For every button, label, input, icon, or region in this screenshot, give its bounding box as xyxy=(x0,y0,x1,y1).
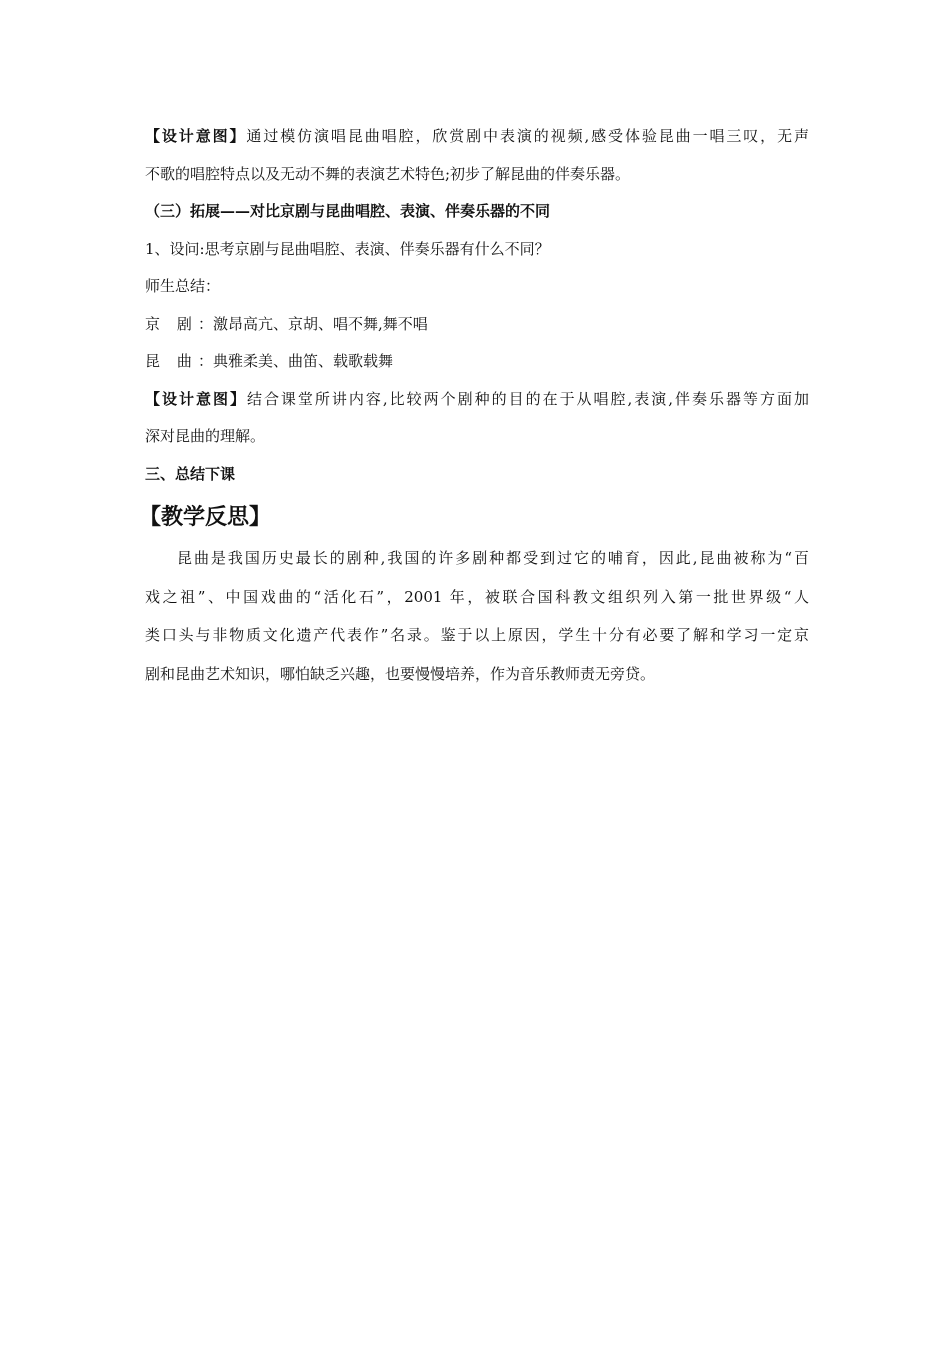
comparison-key-char-2: 剧： xyxy=(176,314,213,333)
reflection-line: 类口头与非物质文化遗产代表作”名录。鉴于以上原因，学生十分有必要了解和学习一定京 xyxy=(145,626,809,644)
design-intent-2-line-1 xyxy=(145,381,809,419)
comparison-value: 激昂高亢、京胡、唱不舞,舞不唱 xyxy=(213,314,428,333)
comparison-value: 典雅柔美、曲笛、载歌载舞 xyxy=(213,352,394,370)
design-intent-2-text-1: 结合课堂所讲内容,比较两个剧种的目的在于从唱腔,表演,伴奏乐器等方面加 xyxy=(246,389,809,408)
reflection-line: 戏之祖”、中国戏曲的“活化石”，2001 年，被联合国科教文组织列入第一批世界级“人 xyxy=(145,587,809,606)
section-3-title: （三）拓展——对比京剧与昆曲唱腔、表演、伴奏乐器的不同 xyxy=(145,202,551,220)
comparison-key-char-1: 昆 xyxy=(145,352,167,370)
reflection-heading: 【教学反思】 xyxy=(139,504,272,530)
summary-label: 师生总结： xyxy=(145,277,221,295)
reflection-line: 剧和昆曲艺术知识，哪怕缺乏兴趣，也要慢慢培养，作为音乐教师责无旁贷。 xyxy=(145,664,656,683)
question-text: 1、设问:思考京剧与昆曲唱腔、表演、伴奏乐器有什么不同？ xyxy=(145,239,550,258)
comparison-row-jingju xyxy=(145,306,809,344)
design-intent-1-line-1 xyxy=(145,118,809,156)
design-intent-2-label: 【设计意图】 xyxy=(145,389,247,408)
design-intent-1-label: 【设计意图】 xyxy=(145,127,247,145)
comparison-key xyxy=(145,306,213,344)
reflection-paragraph xyxy=(145,539,809,693)
design-intent-2-line-2: 深对昆曲的理解。 xyxy=(145,427,266,445)
closing-heading: 三、总结下课 xyxy=(145,464,236,483)
comparison-key-char-2: 曲： xyxy=(176,352,213,370)
document-body xyxy=(139,118,809,693)
comparison-row-kunqu xyxy=(145,343,809,381)
design-intent-1-line-2: 不歌的唱腔特点以及无动不舞的表演艺术特色;初步了解昆曲的伴奏乐器。 xyxy=(145,164,631,183)
design-intent-1-text-1: 通过模仿演唱昆曲唱腔，欣赏剧中表演的视频,感受体验昆曲一唱三叹，无声 xyxy=(246,127,809,145)
reflection-line: 昆曲是我国历史最长的剧种,我国的许多剧种都受到过它的哺育，因此,昆曲被称为“百 xyxy=(177,549,809,567)
comparison-key xyxy=(145,343,213,381)
comparison-key-char-1: 京 xyxy=(145,314,167,333)
